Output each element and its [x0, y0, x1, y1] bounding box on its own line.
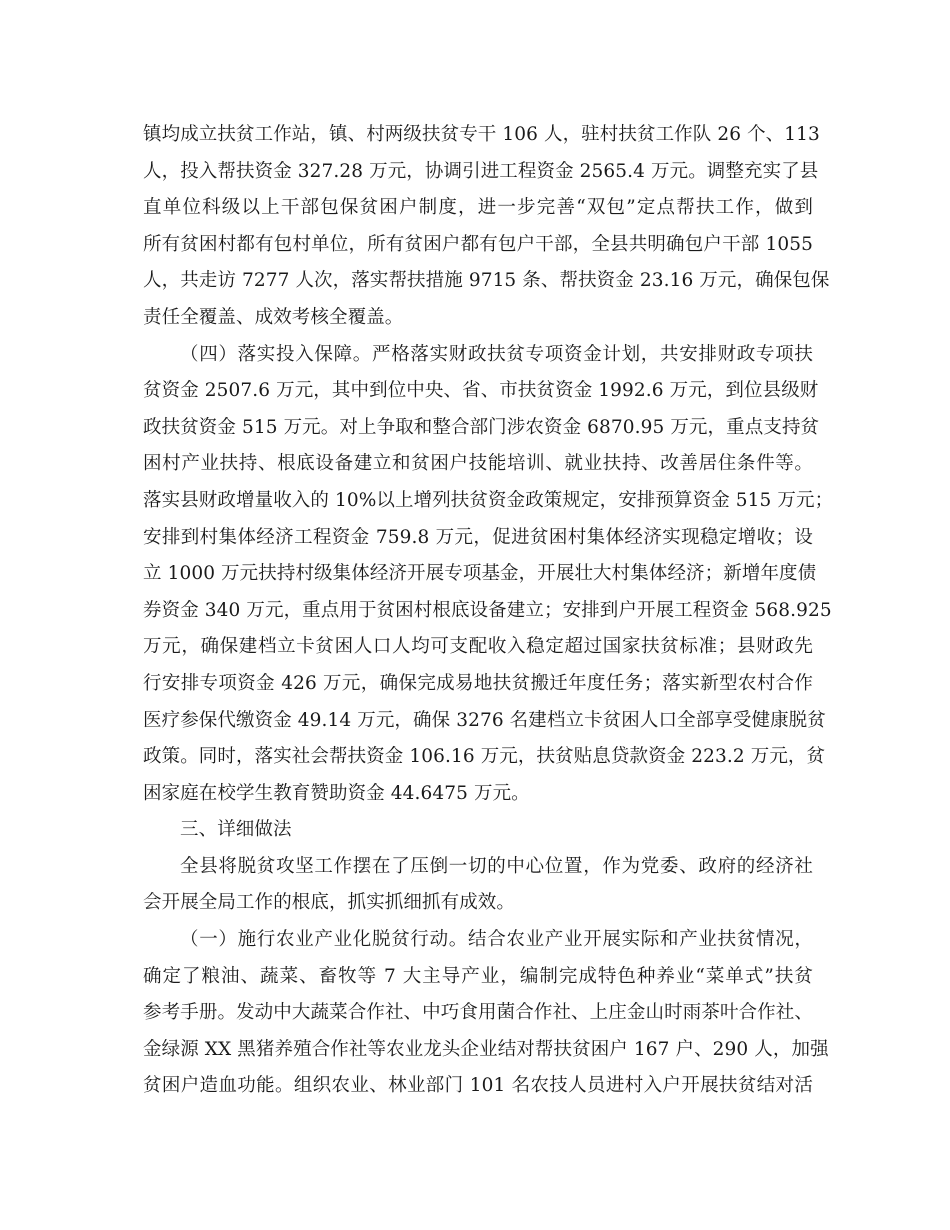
document-body — [143, 117, 834, 1105]
text-line: 安排到村集体经济工程资金 759.8 万元，促进贫困村集体经济实现稳定增收；设 — [143, 526, 813, 548]
text-line: 全县将脱贫攻坚工作摆在了压倒一切的中心位置，作为党委、政府的经济社 — [180, 855, 813, 877]
text-line: 贫困户造血功能。组织农业、林业部门 101 名农技人员进村入户开展扶贫结对活 — [143, 1075, 813, 1097]
text-line: 政扶贫资金 515 万元。对上争取和整合部门涉农资金 6870.95 万元，重点支持贫 — [143, 416, 820, 438]
text-line: 镇均成立扶贫工作站，镇、村两级扶贫专干 106 人，驻村扶贫工作队 26 个、113 — [143, 124, 820, 145]
text-line: 金绿源 XX 黑猪养殖合作社等农业龙头企业结对帮扶贫困户 167 户、290 人，加强 — [143, 1038, 829, 1060]
text-line: 立 1000 万元扶持村级集体经济开展专项基金，开展壮大村集体经济；新增年度债 — [143, 563, 817, 585]
text-line: 确定了粮油、蔬菜、畜牧等 7 大主导产业，编制完成特色种养业“菜单式”扶贫 — [143, 965, 813, 987]
text-line: 贫资金 2507.6 万元，其中到位中央、省、市扶贫资金 1992.6 万元，到位县级财 — [143, 380, 819, 402]
section-heading: 三、详细做法 — [180, 819, 292, 841]
text-line: 行安排专项资金 426 万元，确保完成易地扶贫搬迁年度任务；落实新型农村合作 — [143, 672, 813, 694]
text-line: 会开展全局工作的根底，抓实抓细抓有成效。 — [143, 892, 516, 914]
text-line: 万元，确保建档立卡贫困人口人均可支配收入稳定超过国家扶贫标准；县财政先 — [143, 636, 813, 658]
text-line: 直单位科级以上干部包保贫困户制度，进一步完善“双包”定点帮扶工作，做到 — [143, 197, 813, 219]
text-line: 参考手册。发动中大蔬菜合作社、中巧食用菌合作社、上庄金山时雨茶叶合作社、 — [143, 1002, 813, 1024]
text-line: 责任全覆盖、成效考核全覆盖。 — [143, 306, 404, 328]
text-line: 困家庭在校学生教育赞助资金 44.6475 万元。 — [143, 782, 530, 804]
text-line: 困村产业扶持、根底设备建立和贫困户技能培训、就业扶持、改善居住条件等。 — [143, 453, 813, 475]
paragraph-heading-line: （一）施行农业产业化脱贫行动。结合农业产业开展实际和产业扶贫情况， — [180, 929, 813, 951]
paragraph-heading-line: （四）落实投入保障。严格落实财政扶贫专项资金计划，共安排财政专项扶 — [180, 343, 813, 365]
text-line: 人，共走访 7277 人次，落实帮扶措施 9715 条、帮扶资金 23.16 万元，确保包保 — [143, 270, 830, 292]
text-line: 落实县财政增量收入的 10%以上增列扶贫资金政策规定，安排预算资金 515 万元； — [143, 489, 834, 511]
text-line: 人，投入帮扶资金 327.28 万元，协调引进工程资金 2565.4 万元。调整充实了县 — [143, 160, 819, 182]
text-line: 政策。同时，落实社会帮扶资金 106.16 万元，扶贫贴息贷款资金 223.2 万元，贫 — [143, 746, 826, 768]
text-line: 所有贫困村都有包村单位，所有贫困户都有包户干部，全县共明确包户干部 1055 — [143, 233, 813, 255]
text-line: 医疗参保代缴资金 49.14 万元，确保 3276 名建档立卡贫困人口全部享受健康脱贫 — [143, 709, 826, 731]
text-line: 券资金 340 万元，重点用于贫困村根底设备建立；安排到户开展工程资金 568.925 — [143, 599, 832, 621]
